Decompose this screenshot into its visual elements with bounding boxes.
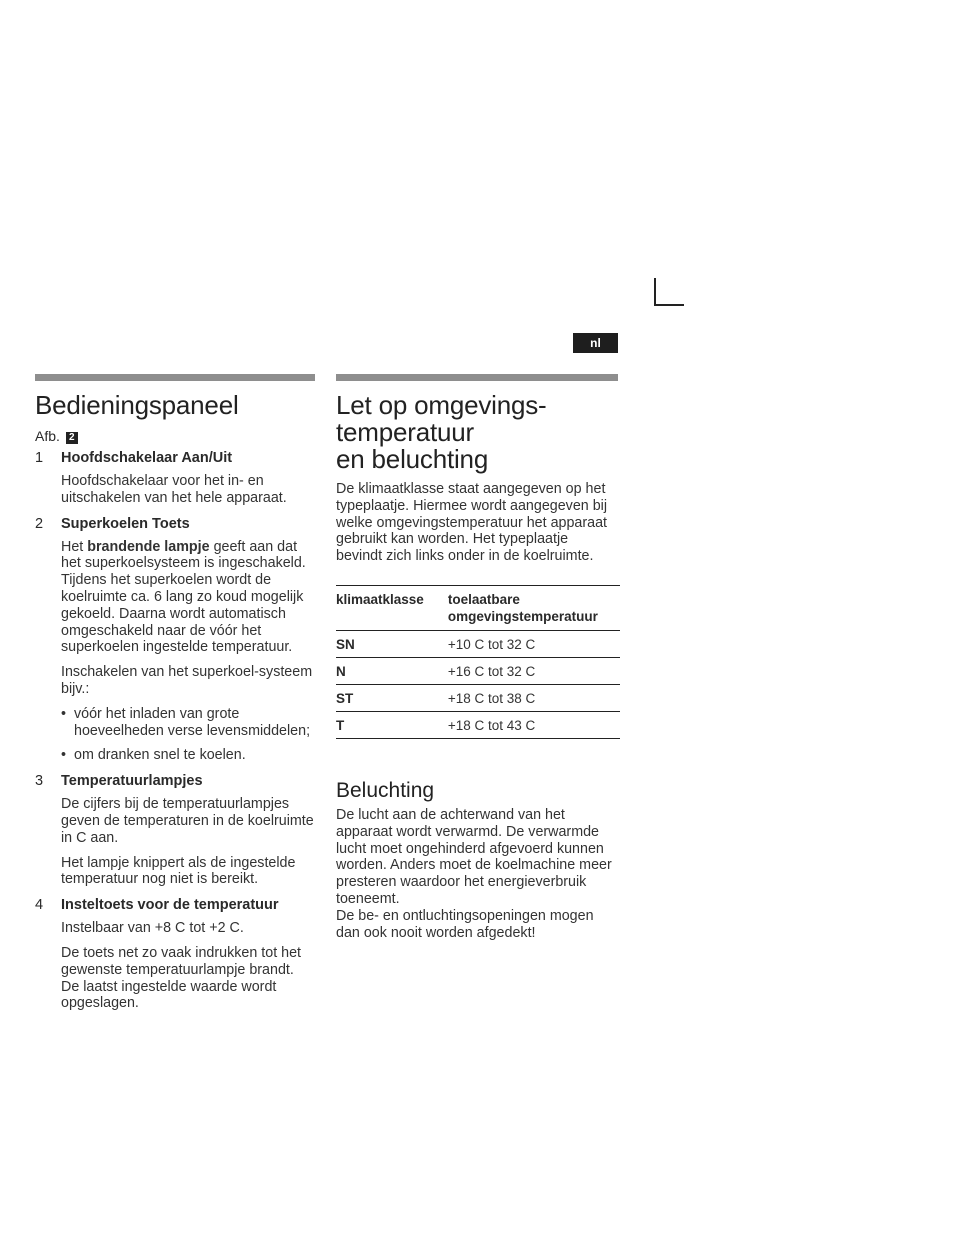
item-title: Superkoelen Toets — [61, 515, 190, 532]
bullet-item — [61, 747, 315, 764]
figure-number: 2 — [66, 432, 78, 444]
item-number: 3 — [35, 773, 44, 790]
section-title — [336, 392, 618, 473]
section-bar — [336, 374, 618, 381]
figure-reference — [35, 427, 315, 445]
temperature-cell: +16 C tot 32 C — [436, 657, 620, 684]
item-2 — [35, 515, 315, 765]
item-text: Instelbaar van +8 C tot +2 C. — [61, 920, 244, 937]
bullet-dot: • — [61, 747, 67, 764]
item-title: Temperatuurlampjes — [61, 773, 203, 790]
item-1 — [35, 449, 315, 507]
bullet-text: vóór het inladen van grote hoeveelheden verse levensmiddelen; — [74, 705, 311, 739]
table-row — [336, 711, 620, 738]
table-row — [336, 657, 620, 684]
column-header — [436, 585, 620, 630]
item-text — [61, 539, 315, 657]
table-header-row — [336, 585, 620, 630]
bold-text: brandende lampje — [87, 538, 210, 555]
beluchting-warning: De be- en ontluchtingsopeningen mogen dan ook nooit worden afgedekt! — [336, 907, 594, 941]
class-cell: T — [336, 711, 436, 738]
title-line: Let op omgevings- — [336, 390, 547, 420]
item-text: De toets net zo vaak indrukken tot het gewenste temperatuurlampje brandt. De laatst ingestelde waarde wordt opgeslagen. — [61, 944, 302, 1012]
bullet-dot: • — [61, 705, 67, 722]
right-column — [336, 374, 618, 941]
item-heading — [35, 772, 315, 790]
left-column — [35, 374, 315, 1020]
intro-text: De klimaatklasse staat aangegeven op het typeplaatje. Hiermee wordt aangegeven bij welke omgevingstemperatuur het apparaat gebruikt kan worden. Het typeplaatje bevindt zich links onder in de koelruimte. — [336, 481, 608, 565]
item-4 — [35, 896, 315, 1012]
item-number: 1 — [35, 450, 44, 466]
item-number: 2 — [35, 515, 44, 532]
temperature-cell: +10 C tot 32 C — [436, 630, 620, 657]
item-text: Hoofdschakelaar voor het in- en uitschakelen van het hele apparaat. — [61, 473, 287, 506]
crop-mark — [654, 278, 656, 306]
title-line: en beluchting — [336, 444, 489, 474]
item-title: Insteltoets voor de temperatuur — [61, 897, 279, 914]
item-title: Hoofdschakelaar Aan/Uit — [61, 450, 233, 466]
item-text: De cijfers bij de temperatuurlampjes geven de temperaturen in de koelruimte in C aan. — [61, 796, 314, 846]
temperature-cell: +18 C tot 38 C — [436, 684, 620, 711]
language-tab: nl — [573, 333, 618, 353]
text-span: Het — [61, 538, 88, 555]
header-line: omgevingstemperatuur — [447, 608, 598, 624]
beluchting-text: De lucht aan de achterwand van het apparaat wordt verwarmd. De verwarmde lucht moet ongehinderd afgevoerd kunnen worden. Anders moet de koelmachine meer presteren waardoor het energieverbruik toeneemt. — [336, 806, 612, 907]
bullet-item — [61, 706, 315, 740]
item-heading — [35, 449, 315, 467]
title-line: temperatuur — [336, 417, 474, 447]
item-heading — [35, 515, 315, 533]
item-3 — [35, 772, 315, 888]
item-heading — [35, 896, 315, 914]
item-text: Het lampje knippert als de ingestelde temperatuur nog niet is bereikt. — [61, 854, 296, 888]
section-bar — [35, 374, 315, 381]
class-cell: SN — [336, 630, 436, 657]
section-title: Bedieningspaneel — [35, 390, 239, 420]
item-number: 4 — [35, 897, 44, 914]
column-header: klimaatklasse — [336, 591, 424, 607]
table-row — [336, 684, 620, 711]
temperature-cell: +18 C tot 43 C — [436, 711, 620, 738]
header-line: toelaatbare — [447, 591, 520, 607]
class-cell: N — [336, 657, 436, 684]
class-cell: ST — [336, 684, 436, 711]
bullet-text: om dranken snel te koelen. — [74, 747, 246, 764]
item-text: Inschakelen van het superkoel-systeem bijv.: — [61, 664, 313, 697]
table-row — [336, 630, 620, 657]
text-span: geeft aan dat het superkoelsysteem is ingeschakeld. Tijdens het superkoelen wordt de koelruimte ca. 6 lang zo koud mogelijk gekoeld. Daarna wordt automatisch omgeschakeld naar de vóór het superkoelen ingestelde temperatuur. — [61, 538, 306, 656]
crop-mark — [654, 304, 684, 306]
climate-class-table — [336, 585, 620, 739]
figure-label: Afb. — [35, 428, 60, 444]
subsection-title: Beluchting — [336, 778, 435, 802]
